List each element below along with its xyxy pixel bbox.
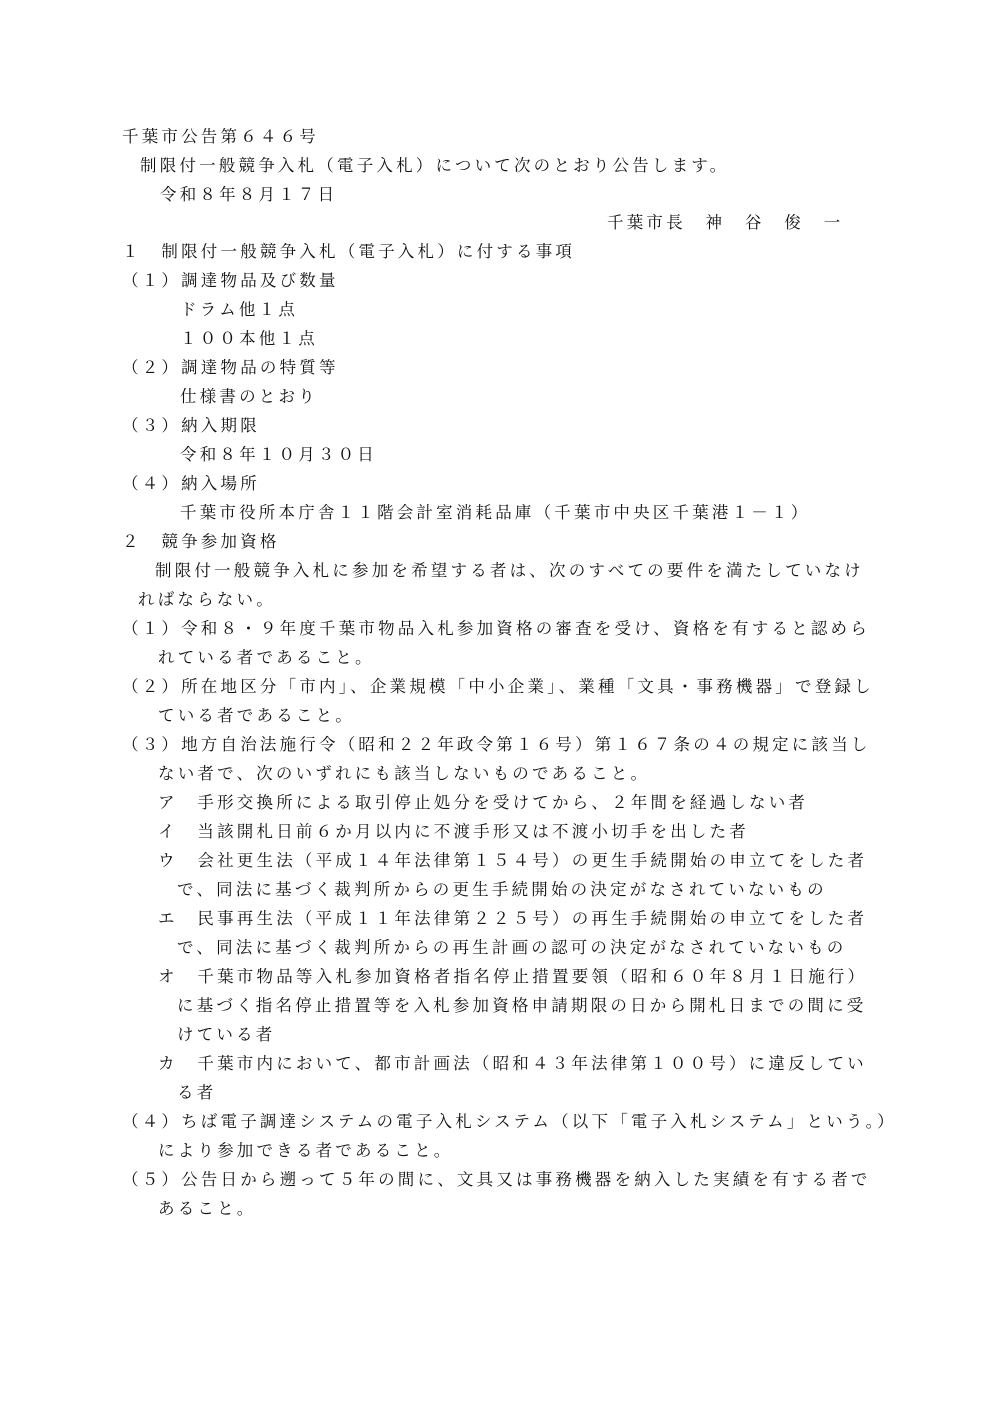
condition3-item-o-line2: に基づく指名停止措置等を入札参加資格申請期限の日から開札日までの間に受 — [177, 996, 867, 1015]
condition3-line1: （３）地方自治法施行令（昭和２２年政令第１６号）第１６７条の４の規定に該当し — [122, 735, 871, 754]
item1-heading: （１）調達物品及び数量 — [122, 271, 339, 290]
condition1-line2: れている者であること。 — [158, 648, 375, 667]
condition3-item-o-line1: オ 千葉市物品等入札参加資格者指名停止措置要領（昭和６０年８月１日施行） — [158, 967, 868, 986]
condition3-line2: ない者で、次のいずれにも該当しないものであること。 — [158, 764, 651, 783]
item3-body: 令和８年１０月３０日 — [180, 445, 377, 464]
section2-heading: ２ 競争参加資格 — [122, 532, 280, 551]
condition2-line2: ている者であること。 — [158, 706, 355, 725]
item4-body: 千葉市役所本庁舎１１階会計室消耗品庫（千葉市中央区千葉港１－１） — [180, 503, 811, 522]
condition3-item-i: イ 当該開札日前６か月以内に不渡手形又は不渡小切手を出した者 — [158, 822, 750, 841]
item1-line2: １００本他１点 — [180, 329, 318, 348]
notice-intro: 制限付一般競争入札（電子入札）について次のとおり公告します。 — [140, 156, 730, 175]
section2-intro-line1: 制限付一般競争入札に参加を希望する者は、次のすべての要件を満たしていなけ — [155, 561, 864, 580]
condition3-item-u-line2: で、同法に基づく裁判所からの更生手続開始の決定がなされていないもの — [177, 880, 827, 899]
item2-heading: （２）調達物品の特質等 — [122, 358, 339, 377]
condition4-line2: により参加できる者であること。 — [158, 1141, 454, 1160]
condition3-item-o-line3: けている者 — [177, 1025, 276, 1044]
item1-line1: ドラム他１点 — [180, 300, 299, 319]
condition3-item-a: ア 手形交換所による取引停止処分を受けてから、２年間を経過しない者 — [158, 793, 809, 812]
condition4-line1: （４）ちば電子調達システムの電子入札システム（以下「電子入札システム」という。） — [122, 1112, 897, 1131]
condition3-item-e-line1: エ 民事再生法（平成１１年法律第２２５号）の再生手続開始の申立てをした者 — [158, 909, 868, 928]
condition3-item-u-line1: ウ 会社更生法（平成１４年法律第１５４号）の更生手続開始の申立てをした者 — [158, 851, 868, 870]
section1-heading: １ 制限付一般競争入札（電子入札）に付する事項 — [122, 242, 576, 261]
item2-body: 仕様書のとおり — [180, 387, 318, 406]
section2-intro-line2: ればならない。 — [138, 590, 276, 609]
item3-heading: （３）納入期限 — [122, 416, 260, 435]
condition1-line1: （１）令和８・９年度千葉市物品入札参加資格の審査を受け、資格を有すると認めら — [122, 619, 870, 638]
condition5-line1: （５）公告日から遡って５年の間に、文具又は事務機器を納入した実績を有する者で — [122, 1170, 871, 1189]
condition2-line1: （２）所在地区分「市内」、企業規模「中小企業」、業種「文具・事務機器」で登録し — [122, 677, 874, 696]
condition3-item-ka-line1: カ 千葉市内において、都市計画法（昭和４３年法律第１００号）に違反してい — [158, 1054, 867, 1073]
signatory: 千葉市長 神 谷 俊 一 — [607, 213, 844, 232]
notice-date: 令和８年８月１７日 — [160, 185, 338, 204]
condition5-line2: あること。 — [158, 1199, 257, 1218]
condition3-item-e-line2: で、同法に基づく裁判所からの再生計画の認可の決定がなされていないもの — [177, 938, 847, 957]
item4-heading: （４）納入場所 — [122, 474, 260, 493]
notice-number: 千葉市公告第６４６号 — [122, 127, 319, 146]
condition3-item-ka-line2: る者 — [177, 1083, 217, 1102]
